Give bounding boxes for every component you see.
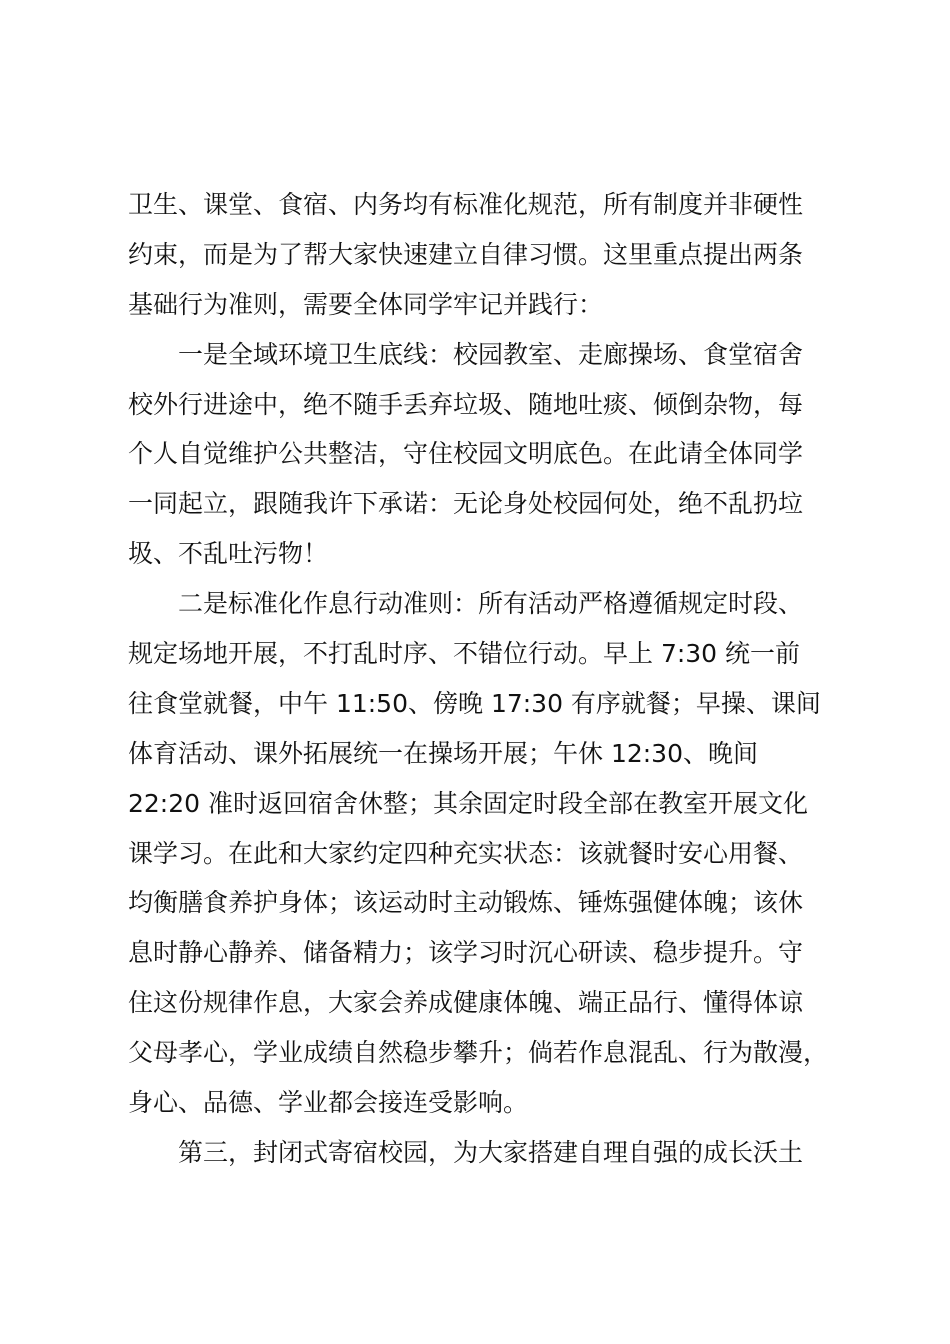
text-line: 身心、品德、学业都会接连受影响。 <box>128 1088 529 1118</box>
text-line: 校外行进途中，绝不随手丢弃垃圾、随地吐痰、倾倒杂物，每 <box>128 389 804 419</box>
body-text <box>128 180 838 1178</box>
text-line: 圾、不乱吐污物！ <box>128 539 329 569</box>
text-line: 父母孝心，学业成绩自然稳步攀升；倘若作息混乱、行为散漫， <box>128 1038 829 1068</box>
text-line: 课学习。在此和大家约定四种充实状态：该就餐时安心用餐、 <box>128 838 804 868</box>
paragraph-first-line: 一是全域环境卫生底线：校园教室、走廊操场、食堂宿舍 <box>178 339 804 369</box>
text-line: 约束，而是为了帮大家快速建立自律习惯。这里重点提出两条 <box>128 239 804 269</box>
text-line: 个人自觉维护公共整洁，守住校园文明底色。在此请全体同学 <box>128 439 804 469</box>
text-line: 22:20 准时返回宿舍休整；其余固定时段全部在教室开展文化 <box>128 788 808 818</box>
text-line: 卫生、课堂、食宿、内务均有标准化规范，所有制度并非硬性 <box>128 190 804 219</box>
text-line: 一同起立，跟随我许下承诺：无论身处校园何处，绝不乱扔垃 <box>128 489 804 519</box>
text-line: 住这份规律作息，大家会养成健康体魄、端正品行、懂得体谅 <box>128 988 804 1018</box>
text-line: 息时静心静养、储备精力；该学习时沉心研读、稳步提升。守 <box>128 938 804 968</box>
text-line: 体育活动、课外拓展统一在操场开展；午休 12:30、晚间 <box>128 738 758 768</box>
paragraph-first-line: 二是标准化作息行动准则：所有活动严格遵循规定时段、 <box>178 589 804 619</box>
text-line: 往食堂就餐，中午 11:50、傍晚 17:30 有序就餐；早操、课间 <box>128 688 821 718</box>
paragraph-first-line: 第三，封闭式寄宿校园，为大家搭建自理自强的成长沃土 <box>178 1137 804 1167</box>
text-line: 规定场地开展，不打乱时序、不错位行动。早上 7:30 统一前 <box>128 639 801 669</box>
text-line: 均衡膳食养护身体；该运动时主动锻炼、锤炼强健体魄；该休 <box>128 888 804 918</box>
text-line: 基础行为准则，需要全体同学牢记并践行： <box>128 289 604 319</box>
